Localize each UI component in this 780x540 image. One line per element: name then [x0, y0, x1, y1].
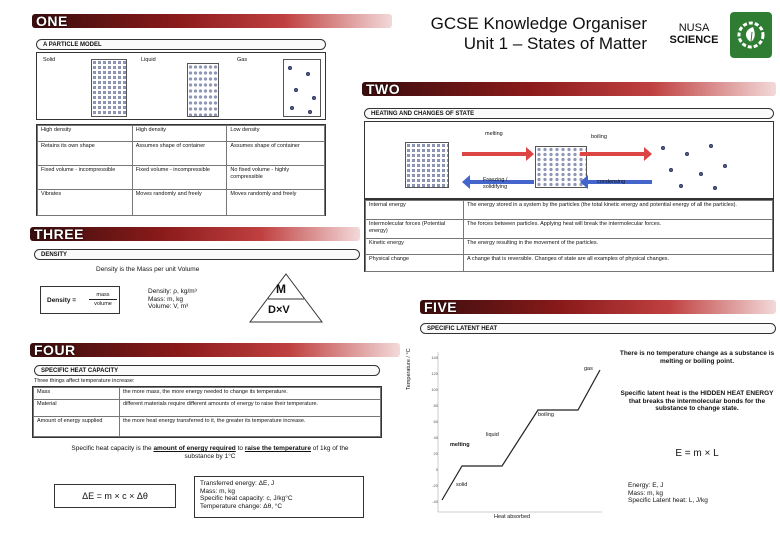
shc-def-emphasis: amount of energy required	[153, 445, 236, 452]
boiling-label: boiling	[591, 134, 607, 140]
shc-def-emphasis: raise the temperature	[244, 445, 311, 452]
shc-factor: Mass	[34, 388, 120, 400]
curve-liquid-label: liquid	[486, 432, 499, 438]
shc-units-box	[194, 476, 364, 518]
section-one-bar	[32, 14, 392, 28]
density-statement: Density is the Mass per unit Volume	[96, 266, 200, 273]
shc-factors-table	[32, 386, 382, 438]
density-units	[148, 288, 197, 311]
shc-heading: SPECIFIC HEAT CAPACITY	[34, 365, 380, 376]
section-four-bar	[30, 343, 400, 357]
shc-factor: Material	[34, 400, 120, 417]
section-one-label: ONE	[36, 13, 68, 29]
solid-block-image	[405, 142, 449, 188]
latent-unit: Specific Latent heat: L, J/kg	[628, 497, 708, 504]
shc-factor-text: the more mass, the more energy needed to change its temperature.	[120, 388, 381, 400]
shc-definition	[60, 445, 360, 460]
y-tick: 20	[433, 451, 438, 456]
prop-cell: Moves randomly and freely	[227, 190, 325, 216]
gas-particles-image	[283, 59, 321, 117]
triangle-mass: M	[276, 282, 286, 296]
particle-model-heading: A PARTICLE MODEL	[36, 39, 326, 50]
shc-def-part: of 1kg of the substance by 1°C	[184, 445, 349, 460]
latent-unit: Energy: E, J	[628, 482, 664, 489]
def-text: A change that is reversible. Changes of state are all examples of physical changes.	[464, 255, 773, 272]
latent-unit: Mass: m, kg	[628, 489, 664, 497]
latent-note-hidden-energy: Specific latent heat is the HIDDEN HEAT ENERGY that breaks the intermolecular bonds for the substance to change state.	[620, 390, 774, 412]
state-gas-label: Gas	[237, 57, 248, 63]
melting-label: melting	[485, 131, 503, 137]
latent-heading: SPECIFIC LATENT HEAT	[420, 323, 776, 334]
graph-x-label: Heat absorbed	[494, 514, 531, 520]
section-five-bar	[420, 300, 776, 314]
particle-properties-table	[36, 124, 326, 216]
shc-unit: Specific heat capacity: c, J/kg°C	[200, 495, 293, 502]
condensing-label: condensing	[597, 179, 626, 185]
y-tick: 100	[431, 387, 438, 392]
page-title	[395, 14, 647, 54]
y-tick: -20	[432, 483, 438, 488]
curve-solid-label: solid	[456, 482, 468, 488]
section-five-label: FIVE	[424, 299, 458, 315]
y-tick: 60	[433, 419, 438, 424]
prop-cell: Retains its own shape	[38, 142, 133, 166]
section-four-label: FOUR	[34, 342, 76, 358]
school-subject: SCIENCE	[669, 34, 719, 46]
heating-definitions-table	[364, 199, 774, 272]
triangle-density-volume: D×V	[268, 304, 290, 316]
title-line-1: GCSE Knowledge Organiser	[430, 14, 647, 33]
prop-cell: No fixed volume - highly compressible	[227, 166, 325, 190]
prop-cell: High density	[38, 126, 133, 142]
heating-diagram	[364, 121, 774, 199]
density-triangle-icon	[248, 272, 324, 324]
density-unit: Volume: V, m³	[148, 303, 189, 310]
school-badge	[664, 22, 724, 46]
liquid-particles-image	[187, 63, 219, 117]
title-line-2: Unit 1 – States of Matter	[463, 34, 647, 53]
school-name: NUSA	[678, 22, 710, 34]
logo	[730, 12, 772, 58]
latent-units	[628, 482, 776, 505]
def-text: The energy stored in a system by the particles (the total kinetic energy and potential energy of all the particles).	[464, 201, 773, 220]
density-formula-box	[40, 286, 120, 314]
y-tick: 0	[435, 467, 438, 472]
latent-equation: E = m × L	[675, 448, 719, 459]
density-heading: DENSITY	[34, 249, 360, 260]
y-tick: 140	[431, 355, 438, 360]
graph-y-label: Temperature / °C	[406, 348, 412, 390]
curve-gas-label: gas	[584, 366, 593, 372]
shc-factor-text: different materials require different amounts of energy to raise their temperature.	[120, 400, 381, 417]
shc-intro: Three things affect temperature increase:	[34, 378, 135, 384]
solid-particles-image	[91, 59, 127, 117]
heating-curve-svg	[428, 350, 604, 516]
shc-unit: Transferred energy: ΔE, J	[200, 480, 275, 487]
y-tick: 40	[433, 435, 438, 440]
def-term: Kinetic energy	[366, 239, 464, 255]
section-two-bar	[362, 82, 776, 96]
state-liquid-label: Liquid	[141, 57, 156, 63]
def-text: The energy resulting in the movement of the particles.	[464, 239, 773, 255]
prop-cell: Fixed volume - incompressible	[132, 166, 227, 190]
shc-def-part: Specific heat capacity is the	[71, 445, 154, 452]
prop-cell: Assumes shape of container	[132, 142, 227, 166]
heating-heading: HEATING AND CHANGES OF STATE	[364, 108, 774, 119]
shc-factor: Amount of energy supplied	[34, 417, 120, 437]
shc-def-part: to	[235, 445, 245, 452]
graph-y-ticks	[428, 350, 438, 510]
freezing-label: Freezing / solidifying	[483, 177, 508, 190]
heating-curve-graph	[428, 350, 604, 516]
shc-factor-text: the more heat energy transferred to it, the greater its temperature increase.	[120, 417, 381, 437]
prop-cell: Vibrates	[38, 190, 133, 216]
y-tick: -40	[432, 499, 438, 504]
def-term: Physical change	[366, 255, 464, 272]
prop-cell: High density	[132, 126, 227, 142]
density-unit: Density: ρ, kg/m³	[148, 288, 197, 295]
def-term: Internal energy	[366, 201, 464, 220]
prop-cell: Fixed volume - incompressible	[38, 166, 133, 190]
y-tick: 80	[433, 403, 438, 408]
shc-unit: Temperature change: Δθ, °C	[200, 502, 283, 510]
shc-equation-box: ΔE = m × c × Δθ	[54, 484, 176, 508]
prop-cell: Low density	[227, 126, 325, 142]
y-tick: 120	[431, 371, 438, 376]
density-formula-numerator: mass	[89, 292, 117, 300]
section-two-label: TWO	[366, 81, 401, 97]
leaf-gear-icon	[730, 12, 772, 58]
state-solid-label: Solid	[43, 57, 56, 63]
curve-melting-label: melting	[450, 442, 470, 448]
curve-boiling-label: boiling	[538, 412, 554, 418]
latent-note-no-temp-change: There is no temperature change as a substance is melting or boiling point.	[619, 350, 775, 365]
def-text: The forces between particles. Applying heat will break the intermolecular forces.	[464, 220, 773, 239]
density-formula-denominator: volume	[94, 301, 112, 307]
def-term: Intermolecular forces (Potential energy)	[366, 220, 464, 239]
particle-model-box	[36, 52, 326, 120]
density-formula-left: Density =	[47, 297, 77, 304]
density-unit: Mass: m, kg	[148, 295, 184, 303]
prop-cell: Assumes shape of container	[227, 142, 325, 166]
section-three-label: THREE	[34, 226, 84, 242]
shc-unit: Mass: m, kg	[200, 487, 236, 495]
prop-cell: Moves randomly and freely	[132, 190, 227, 216]
